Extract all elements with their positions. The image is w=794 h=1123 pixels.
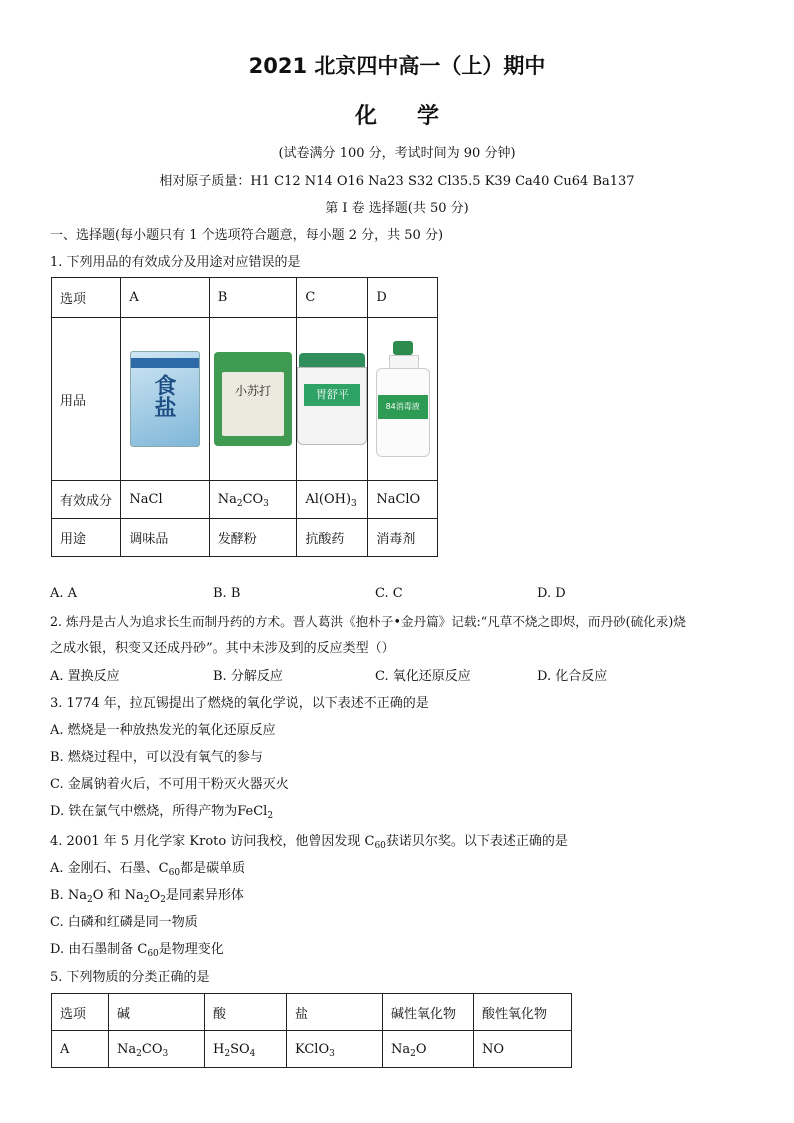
q3-stem: 3. 1774 年，拉瓦锡提出了燃烧的氧化学说，以下表述不正确的是: [50, 696, 429, 711]
q4-option-b: B. $Na_2O$ 和 $Na_2O_2$是同素异形体: [50, 888, 244, 905]
q1-ingredient-c: $Al(OH)_3$: [297, 481, 368, 519]
q4-stem: 4. 2001 年 5 月化学家 Kroto 访问我校，他曾因发现 $C_{60}$获诺贝尔奖。以下表述正确的是: [50, 834, 568, 851]
q5-row-a-salt: KClO$_3$: [287, 1031, 383, 1068]
q4-option-d: D. 由石墨制备 $C_{60}$是物理变化: [50, 942, 224, 959]
q1-option-b: B. B: [213, 586, 241, 601]
q2-option-d: D. 化合反应: [537, 669, 608, 684]
exam-info: (试卷满分 100 分，考试时间为 90 分钟): [278, 146, 516, 161]
q1-use-a: 调味品: [121, 519, 209, 557]
q5-row-a-base: $Na_2CO_3$: [109, 1031, 205, 1068]
subject-title: 化学: [354, 104, 479, 129]
q1-option-d: D. D: [537, 586, 566, 601]
q5-header-acid-oxide: 酸性氧化物: [474, 994, 572, 1031]
q2-stem-line1: 2. 炼丹是古人为追求长生而制丹药的方术。晋人葛洪《抱朴子•金丹篇》记载:“凡草不烧之即烬，而丹砂(硫化汞)烧: [50, 614, 686, 629]
q5-header-acid: 酸: [205, 994, 287, 1031]
q1-row-label-ingredient: 有效成分: [52, 481, 121, 519]
q3-option-d: D. 铁在氯气中燃烧，所得产物为FeCl$_2$: [50, 804, 274, 821]
q5-row-a-acid: $H_2SO_4$: [205, 1031, 287, 1068]
q1-cell-b-image: [209, 318, 297, 481]
antacid-label: 胃舒平: [304, 384, 360, 406]
q5-header-option: 选项: [52, 994, 109, 1031]
q1-col-d: D: [368, 278, 438, 318]
q3-option-a: A. 燃烧是一种放热发光的氧化还原反应: [50, 723, 276, 738]
antacid-jar-image: [297, 353, 367, 445]
page-title: 2021 北京四中高一（上）期中: [248, 54, 546, 78]
q1-row-label-use: 用途: [52, 519, 121, 557]
q4-option-c: C. 白磷和红磷是同一物质: [50, 915, 198, 930]
q2-option-c: C. 氧化还原反应: [375, 669, 471, 684]
q5-header-base: 碱: [109, 994, 205, 1031]
q1-option-a: A. A: [50, 586, 78, 601]
q5-header-salt: 盐: [287, 994, 383, 1031]
q3-option-c: C. 金属钠着火后，不可用干粉灭火器灭火: [50, 777, 289, 792]
q2-stem-line2: 之成水银，积变又还成丹砂”。其中未涉及到的反应类型（）: [50, 641, 395, 656]
q1-cell-a-image: [121, 318, 209, 481]
q4-option-a: A. 金刚石、石墨、$C_{60}$都是碳单质: [50, 861, 246, 878]
q1-col-a: A: [121, 278, 209, 318]
salt-package-image: [130, 351, 200, 447]
disinfectant-label: 84消毒液: [378, 395, 428, 419]
baking-soda-label: 小苏打: [234, 384, 271, 398]
q1-ingredient-b: $Na_2CO_3$: [209, 481, 297, 519]
q2-option-b: B. 分解反应: [213, 669, 283, 684]
q1-use-c: 抗酸药: [297, 519, 368, 557]
q1-row-label-option: 选项: [52, 278, 121, 318]
q1-row-label-product: 用品: [52, 318, 121, 481]
q1-table: [51, 277, 438, 557]
q1-ingredient-d: NaClO: [368, 481, 438, 519]
baking-soda-package-image: [214, 352, 292, 446]
q1-use-d: 消毒剂: [368, 519, 438, 557]
q5-row-a-label: A: [52, 1031, 109, 1068]
q1-cell-c-image: [297, 318, 368, 481]
q1-use-b: 发酵粉: [209, 519, 297, 557]
q1-option-c: C. C: [375, 586, 403, 601]
q1-col-b: B: [209, 278, 297, 318]
q3-option-b: B. 燃烧过程中，可以没有氧气的参与: [50, 750, 263, 765]
section-title: 第 I 卷 选择题(共 50 分): [325, 201, 469, 216]
salt-label: 食盐: [151, 374, 177, 418]
q5-table: [51, 993, 572, 1068]
part1-heading: 一、选择题(每小题只有 1 个选项符合题意，每小题 2 分，共 50 分): [50, 228, 444, 243]
q5-header-basic-oxide: 碱性氧化物: [383, 994, 474, 1031]
atomic-masses: 相对原子质量：H1 C12 N14 O16 Na23 S32 Cl35.5 K39 Ca40 Cu64 Ba137: [159, 174, 635, 189]
q5-row-a-acid-oxide: NO: [474, 1031, 572, 1068]
disinfectant-bottle-image: [376, 341, 430, 457]
q1-ingredient-a: NaCl: [121, 481, 209, 519]
q2-option-a: A. 置换反应: [50, 669, 120, 684]
q1-stem: 1. 下列用品的有效成分及用途对应错误的是: [50, 255, 301, 270]
q1-col-c: C: [297, 278, 368, 318]
q1-cell-d-image: [368, 318, 438, 481]
q5-row-a-basic-oxide: $Na_2O$: [383, 1031, 474, 1068]
q5-stem: 5. 下列物质的分类正确的是: [50, 970, 210, 985]
